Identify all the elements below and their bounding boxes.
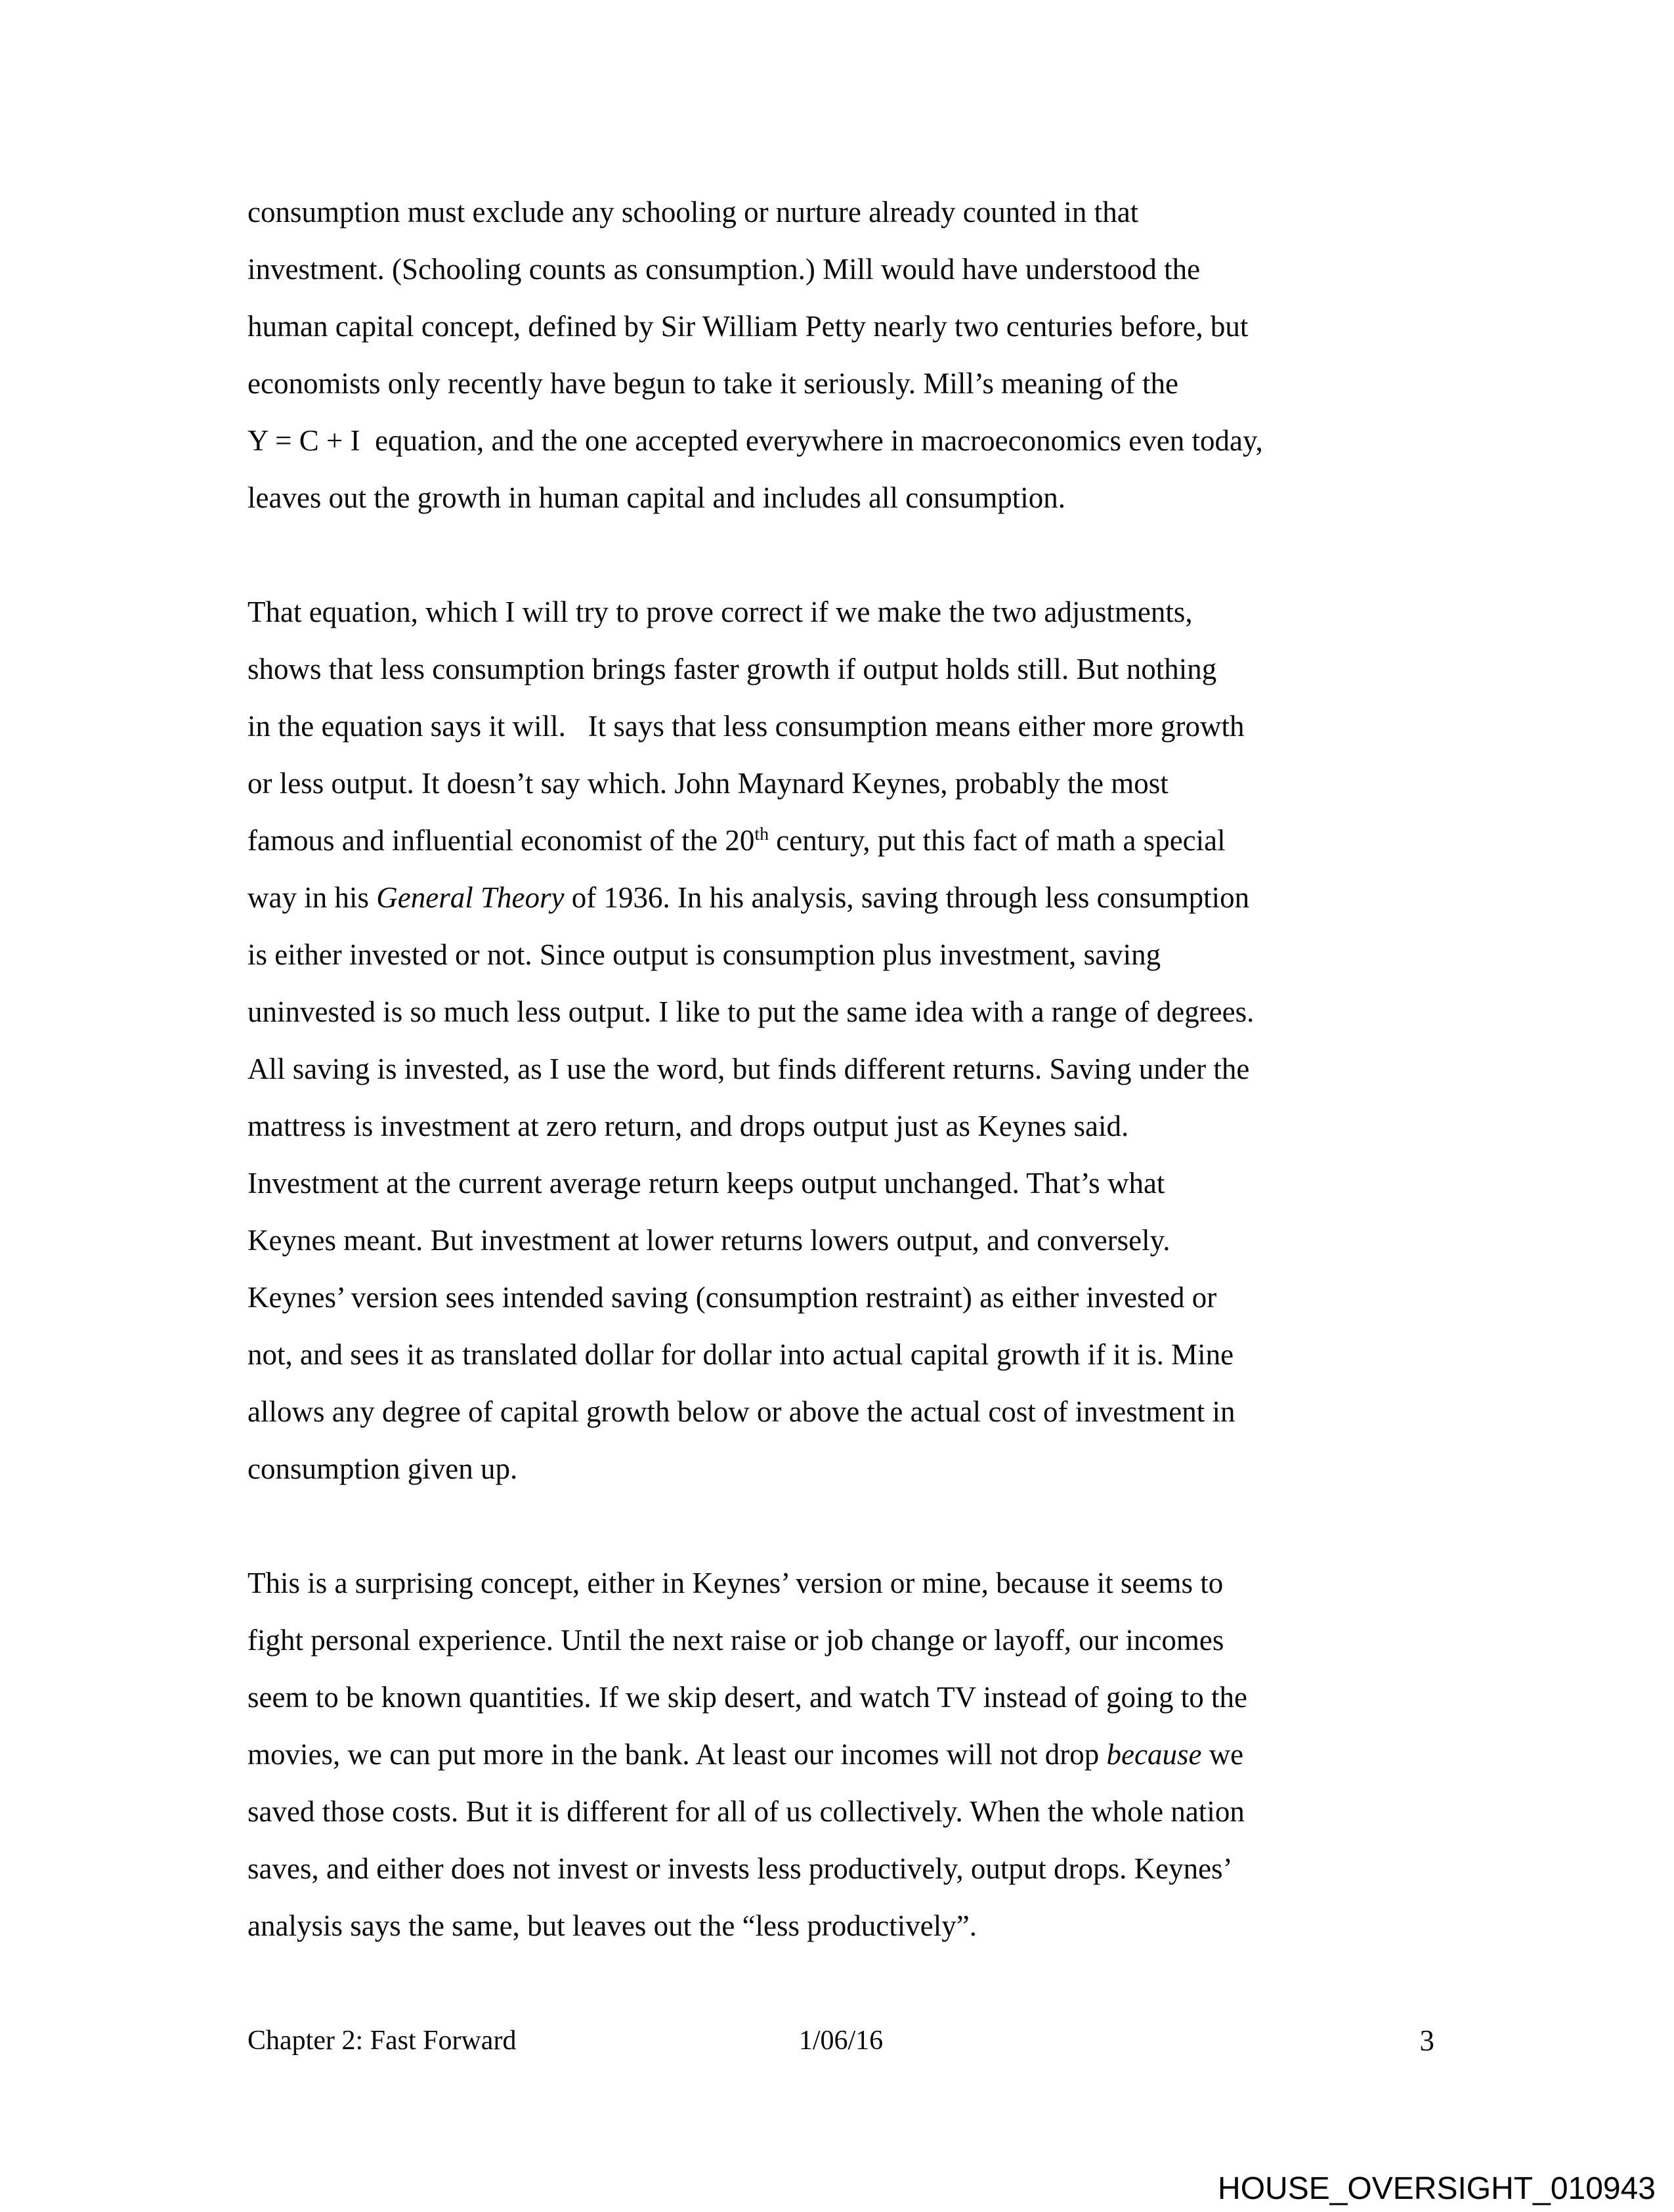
text-run: investment. (Schooling counts as consumption.) Mill would have understood the: [247, 253, 1201, 286]
text-run: uninvested is so much less output. I like to put the same idea with a range of degrees.: [247, 995, 1255, 1028]
footer-chapter-title: Chapter 2: Fast Forward: [247, 2026, 517, 2056]
text-line: [247, 412, 1482, 469]
footer-date: 1/06/16: [798, 2026, 884, 2056]
italic-run: General Theory: [376, 881, 565, 914]
text-run: shows that less consumption brings faster growth if output holds still. But nothing: [247, 653, 1217, 685]
text-run: way in his: [247, 881, 377, 914]
text-line: [247, 184, 1482, 241]
text-run: is either invested or not. Since output is consumption plus investment, saving: [247, 938, 1161, 971]
text-line: [247, 755, 1482, 812]
text-run: saved those costs. But it is different for all of us collectively. When the whole nation: [247, 1795, 1245, 1828]
paragraph: [247, 184, 1482, 527]
page-footer: [247, 2021, 1434, 2060]
text-line: [247, 584, 1482, 641]
text-run: economists only recently have begun to take it seriously. Mill’s meaning of the: [247, 367, 1179, 400]
text-run: Keynes’ version sees intended saving (consumption restraint) as either invested or: [247, 1281, 1217, 1314]
text-run: famous and influential economist of the 20: [247, 824, 755, 857]
text-line: [247, 641, 1482, 698]
text-run: That equation, which I will try to prove correct if we make the two adjustments,: [247, 596, 1193, 628]
text-line: [247, 698, 1482, 755]
text-run: Y = C + I equation, and the one accepted everywhere in macroeconomics even today,: [247, 424, 1263, 457]
text-run: in the equation says it will. It says that less consumption means either more growth: [247, 710, 1245, 743]
text-line: [247, 1155, 1482, 1212]
text-line: [247, 1269, 1482, 1326]
text-line: [247, 1041, 1482, 1098]
text-line: [247, 1898, 1482, 1955]
text-run: analysis says the same, but leaves out the “less productively”.: [247, 1909, 977, 1942]
paragraph: [247, 584, 1482, 1498]
bates-stamp: HOUSE_OVERSIGHT_010943: [1218, 2171, 1656, 2206]
text-line: [247, 1383, 1482, 1441]
text-line: [247, 1783, 1482, 1840]
text-run: All saving is invested, as I use the word, but finds different returns. Saving under the: [247, 1052, 1250, 1085]
text-line: [247, 298, 1482, 355]
text-run: movies, we can put more in the bank. At least our incomes will not drop: [247, 1738, 1107, 1771]
superscript-run: th: [754, 824, 769, 844]
text-run: century, put this fact of math a special: [769, 824, 1226, 857]
text-run: consumption must exclude any schooling or nurture already counted in that: [247, 196, 1139, 228]
text-run: This is a surprising concept, either in Keynes’ version or mine, because it seems to: [247, 1567, 1224, 1599]
text-run: allows any degree of capital growth below or above the actual cost of investment in: [247, 1395, 1235, 1428]
italic-run: because: [1106, 1738, 1202, 1771]
text-run: not, and sees it as translated dollar for dollar into actual capital growth if it is. Mine: [247, 1338, 1234, 1371]
text-run: mattress is investment at zero return, and drops output just as Keynes said.: [247, 1110, 1129, 1142]
text-line: [247, 869, 1482, 926]
footer-page-number: 3: [1419, 2024, 1434, 2057]
paragraph: [247, 1555, 1482, 1955]
text-line: [247, 241, 1482, 298]
text-run: Investment at the current average return keeps output unchanged. That’s what: [247, 1167, 1165, 1200]
text-line: [247, 812, 1482, 869]
text-run: Keynes meant. But investment at lower returns lowers output, and conversely.: [247, 1224, 1170, 1257]
text-line: [247, 926, 1482, 984]
text-line: [247, 1612, 1482, 1669]
text-line: [247, 1726, 1482, 1783]
text-line: [247, 1098, 1482, 1155]
text-line: [247, 1441, 1482, 1498]
text-line: [247, 469, 1482, 527]
text-line: [247, 1326, 1482, 1383]
text-line: [247, 1212, 1482, 1269]
text-line: [247, 1840, 1482, 1898]
text-line: [247, 1555, 1482, 1612]
text-run: human capital concept, defined by Sir William Petty nearly two centuries before, but: [247, 310, 1249, 343]
text-line: [247, 984, 1482, 1041]
text-line: [247, 1669, 1482, 1726]
text-run: saves, and either does not invest or invests less productively, output drops. Keynes’: [247, 1852, 1233, 1885]
text-run: of 1936. In his analysis, saving through less consumption: [564, 881, 1250, 914]
text-line: [247, 355, 1482, 412]
text-run: or less output. It doesn’t say which. John Maynard Keynes, probably the most: [247, 767, 1169, 800]
document-body: [247, 184, 1482, 1955]
text-run: fight personal experience. Until the next raise or job change or layoff, our incomes: [247, 1624, 1224, 1657]
text-run: leaves out the growth in human capital and includes all consumption.: [247, 481, 1065, 514]
text-run: consumption given up.: [247, 1452, 518, 1485]
text-run: we: [1201, 1738, 1244, 1771]
text-run: seem to be known quantities. If we skip desert, and watch TV instead of going to the: [247, 1681, 1248, 1714]
